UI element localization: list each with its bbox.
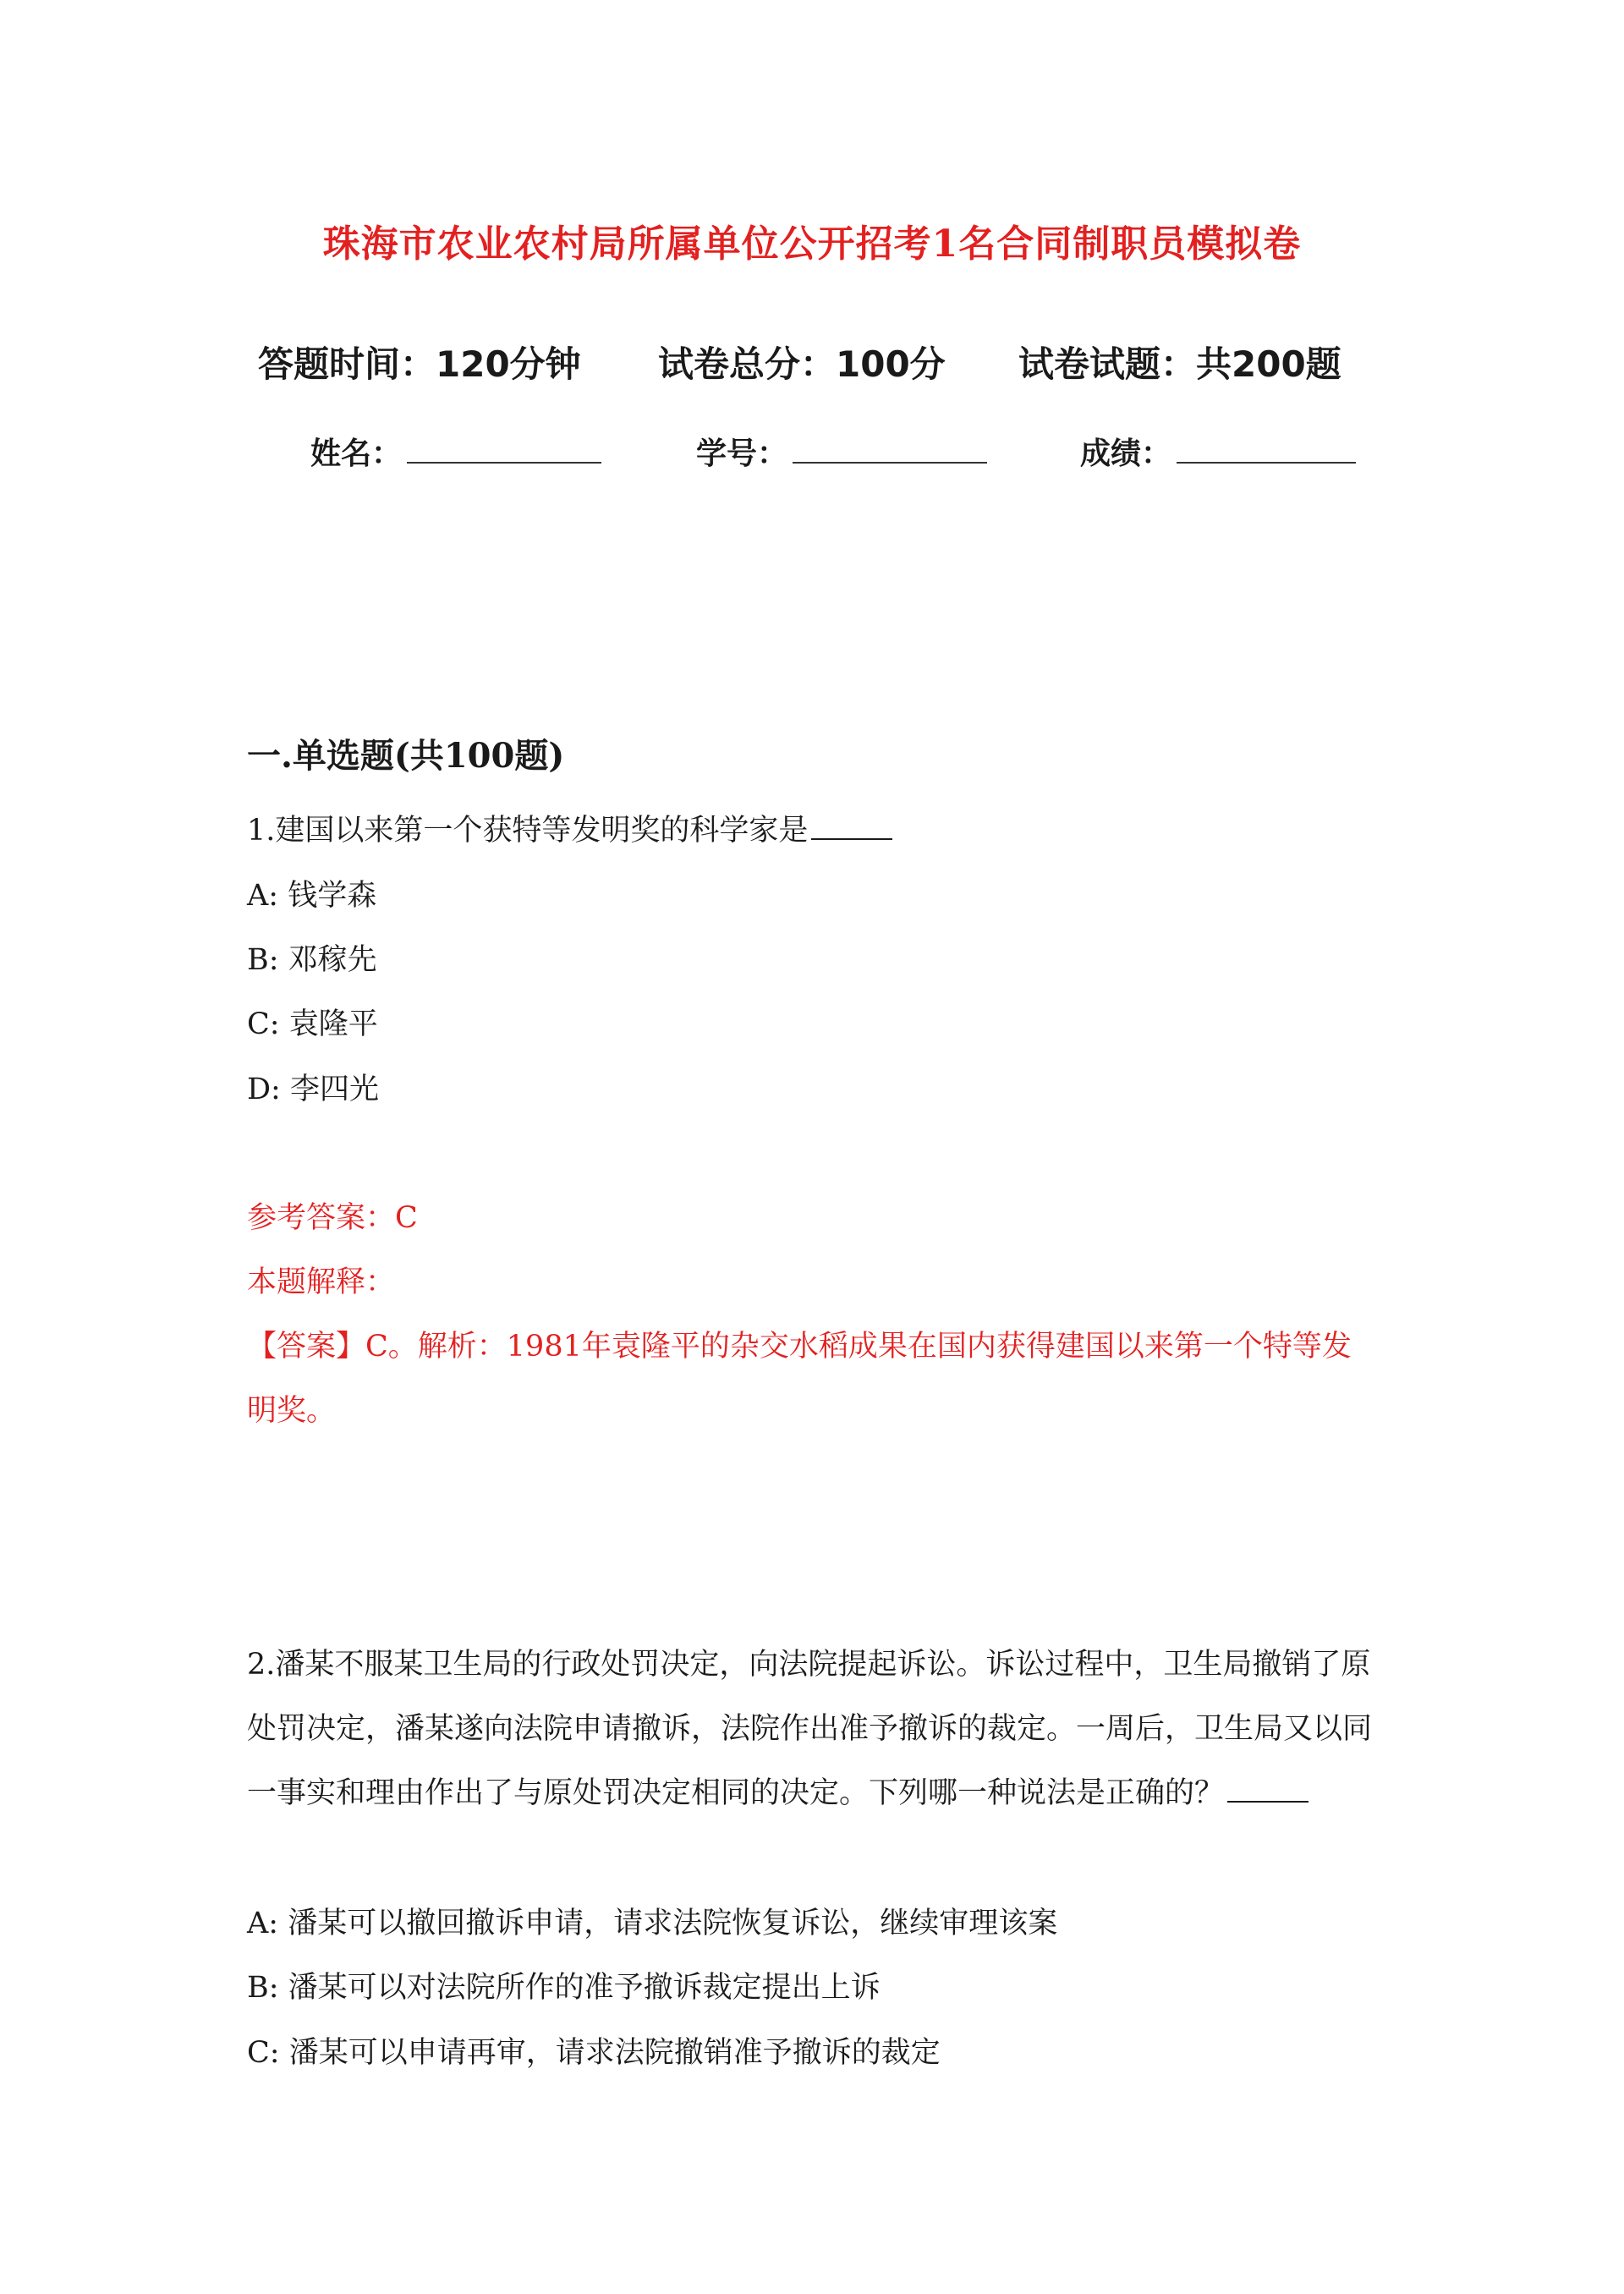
name-field: [310, 430, 601, 473]
answer-blank: [1227, 1777, 1309, 1803]
question-1-option-c: C: 袁隆平: [247, 1007, 378, 1041]
exam-time: 答题时间：120分钟: [258, 343, 581, 385]
student-id-label: 学号：: [696, 436, 788, 471]
question-1-option-b: B: 邓稼先: [247, 943, 377, 977]
name-label: 姓名：: [310, 436, 403, 471]
student-id-blank: [793, 436, 987, 464]
score-field: [1080, 430, 1356, 473]
question-1-explanation: 【答案】C。解析：1981年袁隆平的杂交水稻成果在国内获得建国以来第一个特等发明奖。: [247, 1330, 1352, 1428]
question-1-stem: 1.建国以来第一个获特等发明奖的科学家是: [247, 799, 892, 863]
section-title: 一.单选题(共100题): [247, 736, 565, 776]
name-blank: [407, 436, 601, 464]
exam-title: 珠海市农业农村局所属单位公开招考1名合同制职员模拟卷: [322, 222, 1302, 266]
exam-question-count: 试卷试题：共200题: [1018, 343, 1341, 385]
question-1-option-d: D: 李四光: [247, 1073, 379, 1106]
question-1-explain-label: 本题解释：: [247, 1265, 396, 1299]
question-2-option-b: B: 潘某可以对法院所作的准予撤诉裁定提出上诉: [247, 1971, 881, 2005]
score-label: 成绩：: [1080, 436, 1172, 471]
question-1-option-a: A: 钱学森: [247, 879, 377, 913]
student-id-field: [696, 430, 987, 473]
score-blank: [1177, 436, 1356, 464]
answer-blank: [811, 815, 892, 840]
exam-total-score: 试卷总分：100分: [658, 343, 946, 385]
question-2-option-a: A: 潘某可以撤回撤诉申请，请求法院恢复诉讼，继续审理该案: [247, 1907, 1058, 1940]
question-1-answer: 参考答案：C: [247, 1201, 418, 1235]
question-2-option-c: C: 潘某可以申请再审，请求法院撤销准予撤诉的裁定: [247, 2036, 941, 2070]
question-2-stem: 2.潘某不服某卫生局的行政处罚决定，向法院提起诉讼。诉讼过程中，卫生局撤销了原处罚决定，潘某遂向法院申请撤诉，法院作出准予撤诉的裁定。一周后，卫生局又以同一事实和理由作出了与原处罚决定相同的决定。下列哪一种说法是正确的？: [247, 1648, 1373, 1810]
